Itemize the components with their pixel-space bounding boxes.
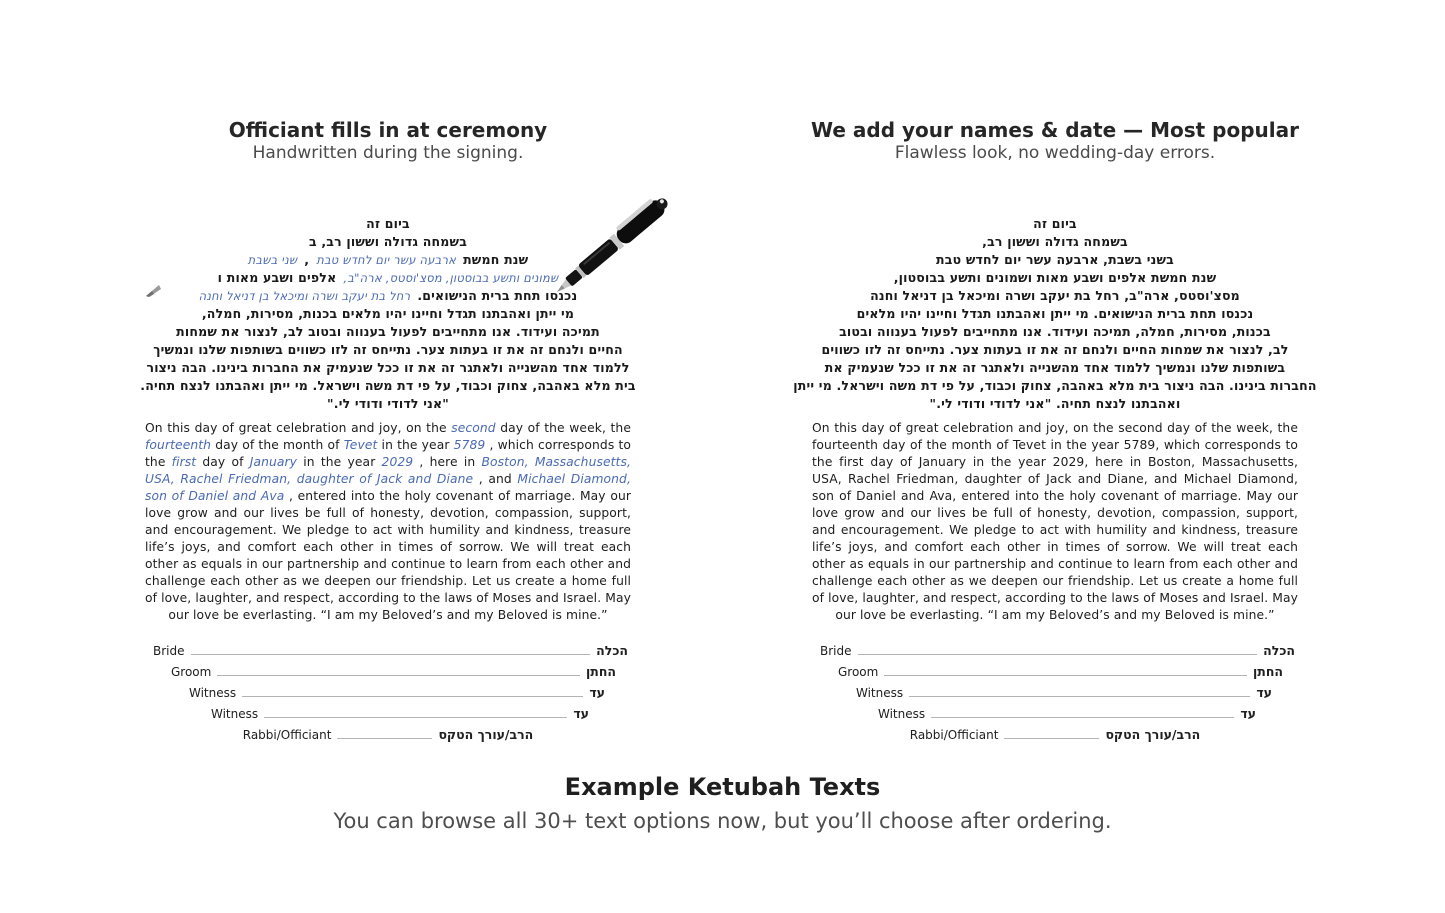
signature-label-english: Groom [838, 665, 879, 679]
printed-text: מסצ'וסטס, ארה"ב, רחל בת יעקב ושרה ומיכאל בן דניאל וחנה [870, 288, 1240, 303]
hebrew-line [790, 341, 1320, 359]
signature-label-english: Witness [211, 707, 259, 721]
english-text-paragraph [123, 420, 653, 624]
signature-row [790, 721, 1320, 742]
printed-text: בשני בשבת, ארבעה עשר יום לחדש טבת [936, 252, 1174, 267]
handwritten-fill: שני בשבת [247, 253, 298, 267]
hebrew-line [123, 395, 653, 413]
pen-nib-mark-icon [145, 283, 161, 297]
printed-text: "אני לדודי ודודי לי." [327, 396, 449, 411]
printed-text: נכנסו תחת ברית הנישואים. מי ייתן ואהבתנו תגדל וחיינו יהיו מלאים [856, 306, 1254, 321]
hebrew-line [790, 395, 1320, 413]
printed-text: day of the month of [211, 438, 344, 452]
handwritten-fill: שמונים ותשע בבוסטון, מסצ'וסטס, ארה"ב, [343, 271, 559, 285]
signature-blank-line [337, 738, 432, 739]
handwritten-fill: fourteenth [145, 438, 212, 452]
printed-text: לב, לנצור את שמחות החיים ולנחם זה את זו בעתות צער. נתייחס זה לזו כשווים [821, 342, 1289, 357]
printed-text: , which corresponds to the [145, 438, 632, 469]
signature-label-hebrew: הרב/עורך הטקס [1105, 727, 1201, 742]
hebrew-line [790, 233, 1320, 251]
printed-text: ביום זה [366, 216, 410, 231]
ketubah-option-card-handwritten[interactable] [123, 118, 653, 742]
hebrew-line [123, 233, 653, 251]
hebrew-line [123, 377, 653, 395]
signature-label-hebrew: עד [573, 706, 589, 721]
printed-text: in the year [377, 438, 454, 452]
card-title: We add your names & date — Most popular [811, 118, 1299, 142]
hebrew-text-block [790, 215, 1320, 413]
hebrew-line [123, 359, 653, 377]
printed-text: תמיכה ועידוד. אנו מתחייבים לפעול בענווה ובטוב לב, לנצור את שמחות [176, 324, 600, 339]
hebrew-line [790, 215, 1320, 233]
handwritten-fill: 5789 [453, 438, 486, 452]
signature-label-english: Witness [856, 686, 904, 700]
card-subtitle: Handwritten during the signing. [252, 143, 524, 163]
signature-label-hebrew: עד [1240, 706, 1256, 721]
hebrew-line [123, 305, 653, 323]
signature-lines-block [790, 637, 1320, 742]
hebrew-line [790, 251, 1320, 269]
printed-text: , here in [413, 455, 482, 469]
signature-label-english: Groom [171, 665, 212, 679]
english-text-paragraph: On this day of great celebration and joy, on the second day of the week, the fourteenth day of the month of Tevet in the year 5789, which corresponds to the first day of January in the year 2029, here in Boston, Massachusetts, USA, Rachel Friedman, daughter of Jack and Diane, and Michael Diamond, son of Daniel and Ava, entered into the holy covenant of marriage. May our love grow and our lives be full of honesty, devotion, compassion, support, and encouragement. We pledge to act with humility and kindness, treasure life’s joys, and comfort each other in times of sorrow. We will treat each other as equals in our partnership and continue to learn from each other and challenge each other as we deepen our friendship. Let us create a home full of love, laughter, and respect, according to the laws of Moses and Israel. May our love be everlasting. “I am my Beloved’s and my Beloved is mine.” [812, 421, 1298, 622]
signature-label-english: Rabbi/Officiant [909, 728, 999, 742]
signature-label-hebrew: הרב/עורך הטקס [438, 727, 534, 742]
signature-label-hebrew: עד [589, 685, 605, 700]
handwritten-fill: רחל בת יעקב ושרה ומיכאל בן דניאל וחנה [198, 289, 411, 303]
signature-row [856, 679, 1272, 700]
signature-row [211, 700, 589, 721]
hebrew-line [790, 377, 1320, 395]
hebrew-line [790, 323, 1320, 341]
signature-blank-line [931, 717, 1234, 718]
printed-text: בית מלא באהבה, צחוק וכבוד, על פי דת משה וישראל. מי ייתן ואהבתנו לנצח תחיה. [140, 378, 636, 393]
signature-label-english: Witness [189, 686, 237, 700]
signature-label-hebrew: החתן [1252, 664, 1283, 679]
printed-text: day of the week, the [495, 421, 631, 435]
printed-text: בשמחה גדולה וששון רב, [982, 234, 1128, 249]
hebrew-text-block [123, 215, 653, 413]
signature-blank-line [242, 696, 583, 697]
signature-blank-line [858, 654, 1258, 655]
ketubah-option-card-printed[interactable] [790, 118, 1320, 742]
printed-text: מי ייתן ואהבתנו תגדל וחיינו יהיו מלאים בכנות, מסירות, חמלה, [201, 306, 575, 321]
signature-blank-line [217, 675, 580, 676]
printed-text: , entered into the holy covenant of marriage. May our love grow and our lives be full of honesty, devotion, compassion, support, and encouragement. We pledge to act with humility and kindness, treasure life’s joys, and comfort each other in times of sorrow. We will treat each other as equals in our partnership and continue to learn from each other and challenge each other as we deepen our friendship. Let us create a home full of love, laughter, and respect, according to the laws of Moses and Israel. May our love be everlasting. “I am my Beloved’s and my Beloved is mine.” [145, 489, 631, 622]
signature-blank-line [1004, 738, 1099, 739]
signature-label-english: Witness [878, 707, 926, 721]
printed-text: החיים ולנחם זה את זו בעתות צער. נתייחס זה לזו כשווים בשותפות שלנו ונמשיך [153, 342, 623, 357]
handwritten-fill: second [451, 421, 496, 435]
hebrew-line [123, 341, 653, 359]
section-subtitle: You can browse all 30+ text options now, but you’ll choose after ordering. [333, 809, 1112, 833]
hebrew-line [790, 359, 1320, 377]
signature-row [878, 700, 1256, 721]
handwritten-fill: first [171, 455, 197, 469]
signature-lines-block [123, 637, 653, 742]
signature-label-english: Bride [820, 644, 852, 658]
signature-row [171, 658, 616, 679]
printed-text: day of [196, 455, 250, 469]
printed-text: שנת חמשת [463, 252, 529, 267]
hebrew-line [790, 287, 1320, 305]
signature-row [189, 679, 605, 700]
card-title: Officiant fills in at ceremony [228, 118, 548, 142]
signature-blank-line [264, 717, 567, 718]
section-title: Example Ketubah Texts [564, 773, 881, 801]
printed-text: , [304, 252, 310, 267]
hebrew-line [790, 305, 1320, 323]
card-subtitle: Flawless look, no wedding-day errors. [894, 143, 1216, 163]
handwritten-fill: 2029 [381, 455, 414, 469]
signature-row [153, 637, 628, 658]
printed-text: in the year [297, 455, 382, 469]
printed-text: , and [473, 472, 518, 486]
handwritten-fill: Boston, Massachusetts, USA, Rachel Friedman, daughter of Jack and Diane [145, 455, 631, 486]
signature-blank-line [909, 696, 1250, 697]
signature-label-hebrew: הכלה [596, 643, 628, 658]
printed-text: ללמוד אחד מהשנייה ולאתגר זה את זו ככל שנעמיק את החברות בינינו. הבה ניצור [146, 360, 630, 375]
handwritten-fill: Michael Diamond, son of Daniel and Ava [145, 472, 631, 503]
printed-text: ביום זה [1033, 216, 1077, 231]
printed-text: בשמחה גדולה וששון רב, ב [308, 234, 468, 249]
signature-row [820, 637, 1295, 658]
signature-blank-line [191, 654, 591, 655]
signature-row [123, 721, 653, 742]
signature-label-english: Rabbi/Officiant [242, 728, 332, 742]
printed-text: החברות בינינו. הבה ניצור בית מלא באהבה, צחוק וכבוד, על פי דת משה וישראל. מי ייתן [793, 378, 1317, 393]
printed-text: בשותפות שלנו ונמשיך ללמוד אחד מהשנייה ולאתגר זה את זו ככל שנעמיק את [824, 360, 1286, 375]
hebrew-line [123, 323, 653, 341]
printed-text: נכנסו תחת ברית הנישואים. [417, 288, 578, 303]
signature-label-hebrew: הכלה [1263, 643, 1295, 658]
printed-text: בכנות, מסירות, חמלה, תמיכה ועידוד. אנו מתחייבים לפעול בענווה ובטוב [839, 324, 1271, 339]
printed-text: שנת חמשת אלפים ושבע מאות ושמונים ותשע בבוסטון, [893, 270, 1217, 285]
signature-label-hebrew: עד [1256, 685, 1272, 700]
hebrew-line [790, 269, 1320, 287]
printed-text: On this day of great celebration and joy, on the [145, 421, 452, 435]
printed-text: אלפים ושבע מאות ו [217, 270, 337, 285]
section-footer [0, 772, 1445, 835]
handwritten-fill: January [249, 455, 298, 469]
signature-row [838, 658, 1283, 679]
printed-text: ואהבתנו לנצח תחיה. "אני לדודי ודודי לי." [929, 396, 1181, 411]
signature-label-hebrew: החתן [585, 664, 616, 679]
handwritten-fill: ארבעה עשר יום לחדש טבת [316, 253, 457, 267]
signature-blank-line [884, 675, 1247, 676]
signature-label-english: Bride [153, 644, 185, 658]
handwritten-fill: Tevet [343, 438, 378, 452]
hebrew-line [123, 215, 653, 233]
